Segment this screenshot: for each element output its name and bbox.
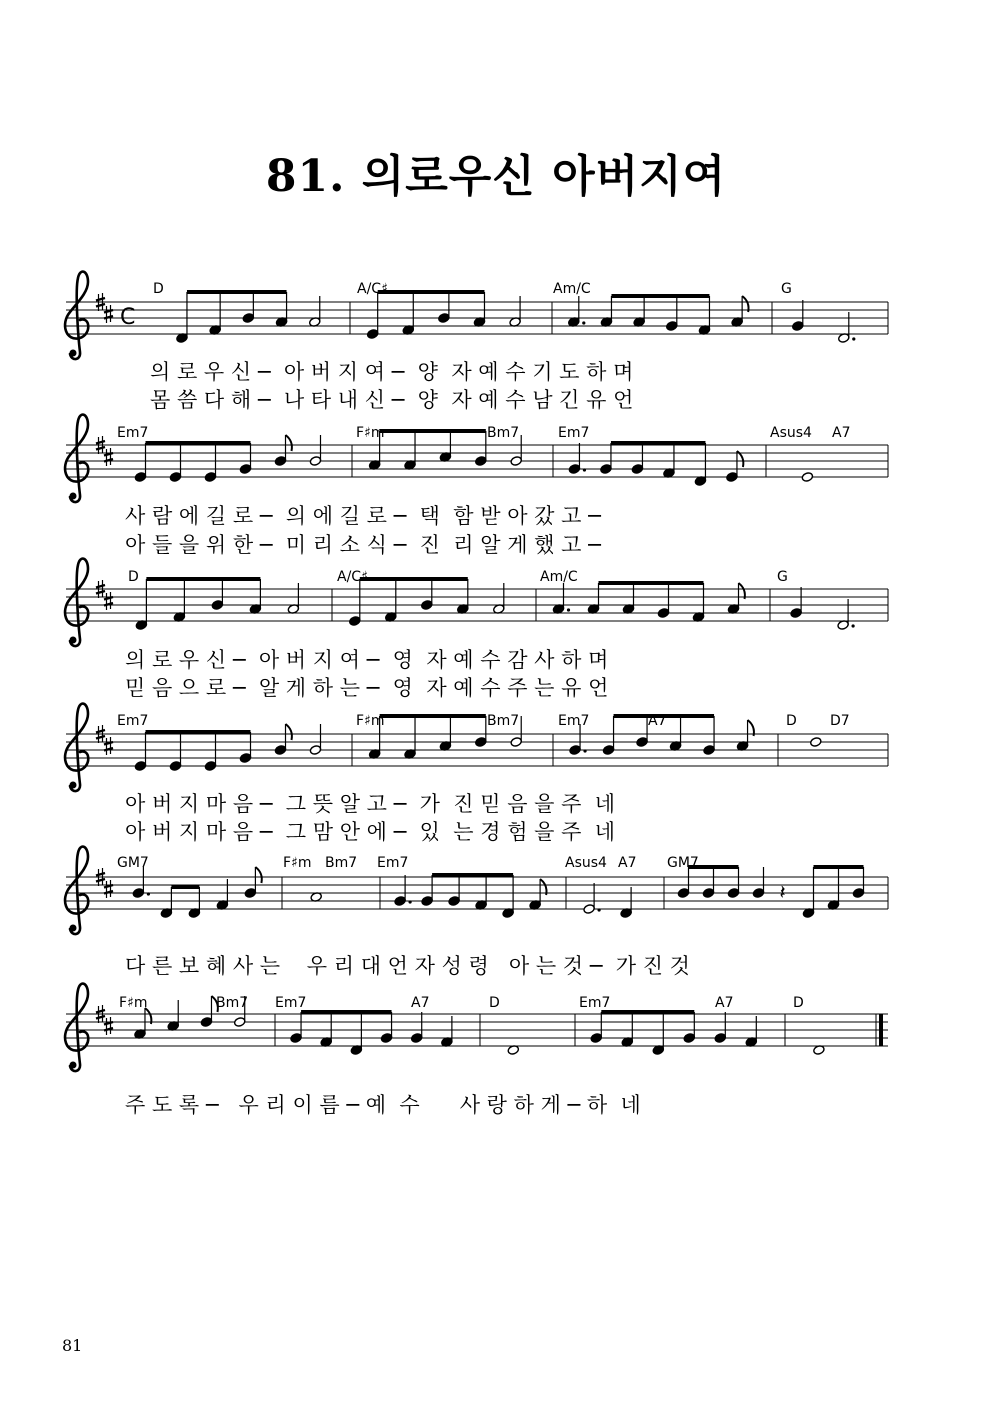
chord-label: D bbox=[128, 569, 139, 585]
note-head bbox=[380, 1033, 392, 1044]
note-head bbox=[366, 329, 378, 340]
treble-clef-icon bbox=[65, 704, 88, 791]
lyric-line: 아 버 지 마 음 ─ 그 뜻 알 고 ─ 가 진 믿 음 을 주 네 bbox=[125, 792, 616, 816]
sharp-icon bbox=[104, 737, 113, 755]
note-head bbox=[631, 464, 643, 475]
note-flag bbox=[255, 867, 261, 883]
staff-system bbox=[65, 704, 888, 791]
chord-label: D bbox=[793, 995, 804, 1011]
dot bbox=[567, 608, 570, 611]
treble-clef-icon bbox=[65, 559, 88, 646]
note-head bbox=[636, 737, 648, 748]
note-head bbox=[309, 745, 321, 756]
song-number: 81. bbox=[265, 151, 346, 202]
note-flag bbox=[286, 435, 292, 451]
chord-label: Em7 bbox=[558, 713, 590, 729]
note-head bbox=[677, 888, 689, 899]
note-head bbox=[421, 600, 433, 611]
note-head bbox=[569, 745, 581, 756]
note-head bbox=[169, 761, 181, 772]
sharp-icon bbox=[104, 305, 113, 323]
note-head bbox=[602, 745, 614, 756]
treble-clef-icon bbox=[65, 847, 88, 934]
lyric-line: 믿 음 으 로 ─ 알 게 하 는 ─ 영 자 예 수 주 는 유 언 bbox=[125, 676, 609, 700]
note-head bbox=[204, 472, 216, 483]
note-head bbox=[239, 464, 251, 475]
note-head bbox=[683, 1033, 695, 1044]
note-head bbox=[752, 888, 764, 899]
lyric-line: 의 로 우 신 ─ 아 버 지 여 ─ 양 자 예 수 기 도 하 며 bbox=[150, 360, 634, 384]
dot bbox=[409, 900, 412, 903]
note-head bbox=[134, 761, 146, 772]
chord-label: A7 bbox=[715, 995, 734, 1011]
note-flag bbox=[286, 724, 292, 740]
note-head bbox=[810, 737, 822, 748]
chord-label: Am/C bbox=[553, 281, 591, 297]
lyric-line: 다 른 보 혜 사 는 우 리 대 언 자 성 령 아 는 것 ─ 가 진 것 bbox=[125, 954, 690, 978]
lyric-line: 의 로 우 신 ─ 아 버 지 여 ─ 영 자 예 수 감 사 하 며 bbox=[125, 648, 609, 672]
chord-label: D bbox=[786, 713, 797, 729]
note-head bbox=[726, 472, 738, 483]
sharp-icon bbox=[104, 448, 113, 466]
note-head bbox=[234, 1017, 246, 1028]
note-head bbox=[510, 456, 522, 467]
note-head bbox=[657, 608, 669, 619]
dot bbox=[147, 892, 150, 895]
chord-label: Em7 bbox=[275, 995, 307, 1011]
time-signature: C bbox=[120, 305, 136, 330]
note-head bbox=[727, 888, 739, 899]
dot bbox=[583, 749, 586, 752]
chord-label: Bm7 bbox=[487, 713, 520, 729]
lyric-line: 아 들 을 위 한 ─ 미 리 소 식 ─ 진 리 알 게 했 고 ─ bbox=[125, 533, 601, 557]
song-title-text: 의로우신 아버지여 bbox=[361, 151, 727, 202]
chord-label: A7 bbox=[618, 855, 637, 871]
note-head bbox=[438, 313, 450, 324]
chord-label: D bbox=[489, 995, 500, 1011]
note-head bbox=[211, 600, 223, 611]
final-barline bbox=[879, 1014, 883, 1046]
note-head bbox=[244, 888, 256, 899]
chord-label: A/C♯ bbox=[357, 281, 388, 297]
note-head bbox=[411, 1033, 423, 1044]
chord-label: Em7 bbox=[579, 995, 611, 1011]
note-head bbox=[475, 737, 487, 748]
page-number: 81 bbox=[62, 1336, 83, 1355]
chord-label: Bm7 bbox=[325, 855, 358, 871]
treble-clef-icon bbox=[65, 415, 88, 502]
note-head bbox=[666, 321, 678, 332]
note-head bbox=[132, 888, 144, 899]
note-head bbox=[421, 896, 433, 907]
note-head bbox=[204, 761, 216, 772]
dot bbox=[582, 321, 585, 324]
note-head bbox=[169, 472, 181, 483]
staff-system bbox=[65, 415, 888, 502]
chord-label: D bbox=[153, 281, 164, 297]
note-head bbox=[239, 753, 251, 764]
dot bbox=[598, 908, 601, 911]
chord-label: F♯m bbox=[356, 425, 385, 441]
note-head bbox=[568, 464, 580, 475]
note-head bbox=[590, 1033, 602, 1044]
chord-label: Asus4 bbox=[565, 855, 607, 871]
chord-label: A7 bbox=[832, 425, 851, 441]
note-head bbox=[475, 456, 487, 467]
note-head bbox=[714, 1033, 726, 1044]
staff-system bbox=[65, 272, 888, 359]
system-6 bbox=[119, 995, 804, 1117]
note-head bbox=[394, 896, 406, 907]
chord-label: Em7 bbox=[117, 713, 149, 729]
chord-label: GM7 bbox=[667, 855, 699, 871]
note-head bbox=[790, 608, 802, 619]
chord-label: Asus4 bbox=[770, 425, 812, 441]
chord-label: Am/C bbox=[540, 569, 578, 585]
chord-label: G bbox=[777, 569, 788, 585]
staff-system bbox=[65, 559, 888, 646]
note-head bbox=[309, 456, 321, 467]
note-head bbox=[792, 321, 804, 332]
chord-label: F♯m bbox=[119, 995, 148, 1011]
chord-label: Em7 bbox=[117, 425, 149, 441]
note-head bbox=[583, 904, 595, 915]
chord-label: A7 bbox=[648, 713, 667, 729]
treble-clef-icon bbox=[65, 984, 88, 1071]
chord-label: Bm7 bbox=[487, 425, 520, 441]
chord-label: Em7 bbox=[377, 855, 409, 871]
note-head bbox=[510, 737, 522, 748]
note-head bbox=[274, 456, 286, 467]
lyric-line: 사 람 에 길 로 ─ 의 에 길 로 ─ 택 함 받 아 갔 고 ─ bbox=[125, 504, 601, 528]
system-1 bbox=[150, 281, 792, 412]
staff-system bbox=[65, 847, 888, 934]
note-head bbox=[290, 1033, 302, 1044]
note-head bbox=[600, 464, 612, 475]
note-head bbox=[702, 888, 714, 899]
chord-label: D7 bbox=[830, 713, 850, 729]
sharp-icon bbox=[104, 1017, 113, 1035]
chord-label: Bm7 bbox=[216, 995, 249, 1011]
chord-label: Em7 bbox=[558, 425, 590, 441]
lyric-line: 아 버 지 마 음 ─ 그 맘 안 에 ─ 있 는 경 험 을 주 네 bbox=[125, 820, 616, 844]
note-head bbox=[274, 745, 286, 756]
rest-icon: 𝄽 bbox=[779, 880, 786, 904]
lyric-line: 몸 씀 다 해 ─ 나 타 내 신 ─ 양 자 예 수 남 긴 유 언 bbox=[150, 388, 634, 412]
dot bbox=[852, 624, 855, 627]
note-head bbox=[852, 888, 864, 899]
chord-label: GM7 bbox=[117, 855, 149, 871]
note-head bbox=[200, 1017, 212, 1028]
system-5 bbox=[117, 855, 699, 978]
chord-label: G bbox=[781, 281, 792, 297]
dot bbox=[583, 468, 586, 471]
lyric-line: 주 도 록 ─ 우 리 이 름 ─ 예 수 사 랑 하 게 ─ 하 네 bbox=[125, 1093, 641, 1117]
chord-label: A7 bbox=[411, 995, 430, 1011]
chord-label: A/C♯ bbox=[337, 569, 368, 585]
note-head bbox=[703, 745, 715, 756]
note-head bbox=[349, 616, 361, 627]
treble-clef-icon bbox=[65, 272, 88, 359]
staff-system bbox=[65, 984, 888, 1071]
note-head bbox=[242, 313, 254, 324]
dot bbox=[852, 337, 855, 340]
note-head bbox=[134, 472, 146, 483]
sharp-icon bbox=[104, 592, 113, 610]
chord-label: F♯m bbox=[356, 713, 385, 729]
note-head bbox=[801, 472, 813, 483]
sharp-icon bbox=[104, 880, 113, 898]
chord-label: F♯m bbox=[283, 855, 312, 871]
note-head bbox=[448, 896, 460, 907]
